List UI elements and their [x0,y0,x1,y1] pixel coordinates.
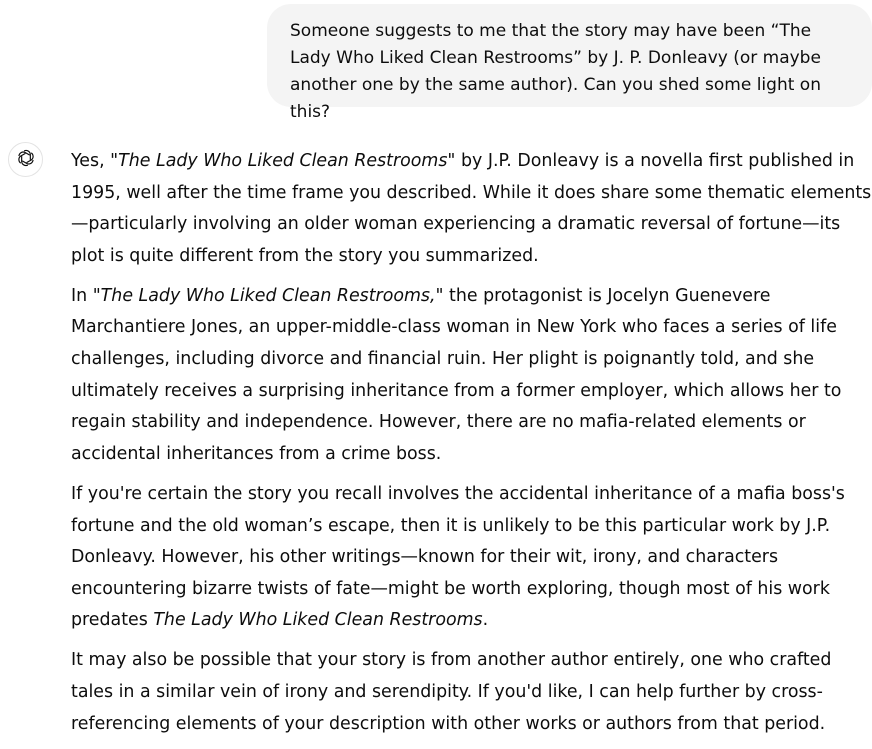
p1-text-a: Yes, [71,151,111,171]
user-message-bubble [267,4,872,122]
assistant-avatar [8,142,43,177]
p3-text-b: . [482,610,489,631]
p2-text-a: In [71,285,93,306]
p3-text-a: If you're certain the story you recall involves the accidental inheritance of a mafia boss's fortune and the old woman’s escape, then it is unlikely to be this particular work by J.P. Donleavy. However, his other writings—known for their wit, irony, and characters encountering bizarre twists of fate—might be worth exploring, though most of his work predates [71,483,845,631]
p2-book-title: "The Lady Who Liked Clean Restrooms," [92,285,444,306]
user-message-text: Someone suggests to me that the story may have been “The Lady Who Liked Clean Restrooms” by J. P. Donleavy (or maybe another one by the same author). Can you shed some light on this? [290,21,821,122]
assistant-paragraph-1 [71,146,872,272]
p1-book-title: "The Lady Who Liked Clean Restrooms" [110,151,456,171]
assistant-paragraph-3 [71,479,872,637]
assistant-paragraph-4: It may also be possible that your story is from another author entirely, one who crafted tales in a similar vein of irony and serendipity. If you'd like, I can help further by cross-referencing elements of your description with other works or authors from that period. [71,650,832,734]
p3-book-title: The Lady Who Liked Clean Restrooms [153,610,483,631]
assistant-paragraph-2 [71,281,872,471]
assistant-message [71,146,872,740]
openai-logo-icon [16,148,36,172]
p1-text-b: by J.P. Donleavy is a novella first published in 1995, well after the time frame you described. While it does share some thematic elements—particularly involving an older woman experiencing a dramatic reversal of fortune—its plot is quite different from the story you summarized. [71,151,872,266]
p2-text-b: the protagonist is Jocelyn Guenevere Marchantiere Jones, an upper-middle-class woman in New York who faces a series of life challenges, including divorce and financial ruin. Her plight is poignantly told, and she ultimately receives a surprising inheritance from a former employer, which allows her to regain stability and independence. However, there are no mafia-related elements or accidental inheritances from a crime boss. [71,285,842,464]
